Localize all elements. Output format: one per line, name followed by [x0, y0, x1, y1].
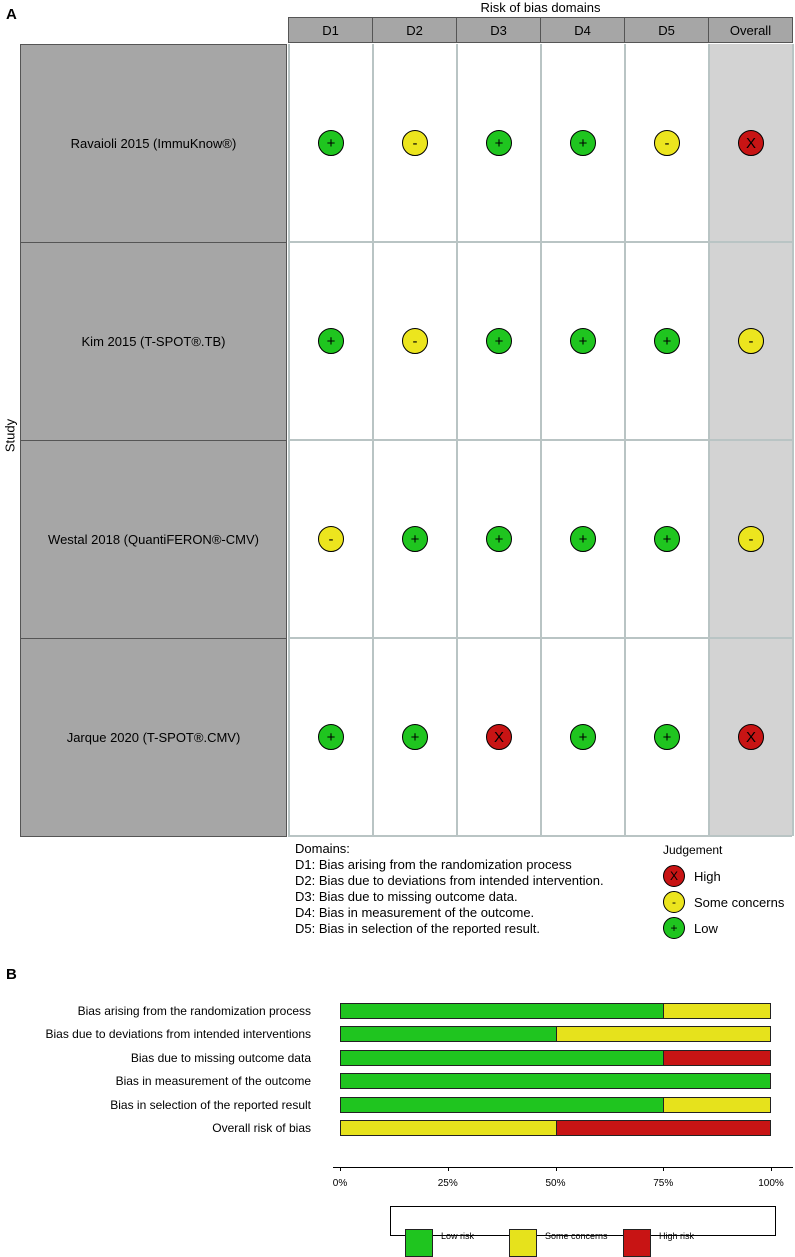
- bar-segment-low-risk: [341, 1004, 663, 1018]
- judgement-low-icon: +: [654, 328, 680, 354]
- legend-some-label: Some concerns: [694, 894, 785, 910]
- high-icon: X: [663, 865, 685, 887]
- judgement-high-icon: X: [738, 130, 764, 156]
- judgement-high-icon: X: [738, 724, 764, 750]
- study-axis-label: Study: [2, 418, 18, 453]
- x-tick-label: 50%: [545, 1178, 566, 1189]
- panel-a-label: A: [6, 6, 17, 23]
- judgement-some-concerns-icon: -: [738, 526, 764, 552]
- x-tick-label: 75%: [653, 1178, 674, 1189]
- judgement-legend-title: Judgement: [663, 843, 723, 857]
- study-label: Westal 2018 (QuantiFERON®-CMV): [20, 440, 287, 639]
- some-concerns-icon: -: [663, 891, 685, 913]
- bar-category-label: Bias in measurement of the outcome: [115, 1074, 311, 1089]
- bar-row: [340, 1026, 771, 1042]
- bar-segment-low-risk: [341, 1074, 770, 1088]
- bar-segment-some-concerns: [556, 1027, 771, 1041]
- study-label: Kim 2015 (T-SPOT®.TB): [20, 242, 287, 441]
- bar-legend-high: [623, 1215, 694, 1257]
- x-tick: [340, 1167, 341, 1171]
- judgement-low-icon: +: [486, 328, 512, 354]
- judgement-low-icon: +: [570, 526, 596, 552]
- bar-row: [340, 1003, 771, 1019]
- x-tick: [771, 1167, 772, 1171]
- judgement-low-icon: +: [570, 724, 596, 750]
- column-header-d1: D1: [288, 17, 373, 43]
- grid-line-vertical: [792, 44, 794, 836]
- column-header-d3: D3: [456, 17, 541, 43]
- domain-desc-d1: D1: Bias arising from the randomization process: [295, 857, 572, 872]
- judgement-low-icon: +: [402, 724, 428, 750]
- column-header-overall: Overall: [708, 17, 793, 43]
- high-risk-swatch: [623, 1229, 651, 1257]
- bar-legend-some: [509, 1215, 608, 1257]
- bar-row: [340, 1097, 771, 1113]
- judgement-low-icon: +: [570, 328, 596, 354]
- judgement-low-icon: +: [654, 724, 680, 750]
- judgement-low-icon: +: [570, 130, 596, 156]
- bar-segment-some-concerns: [341, 1121, 556, 1135]
- bar-segment-low-risk: [341, 1051, 663, 1065]
- judgement-low-icon: +: [654, 526, 680, 552]
- column-header-d2: D2: [372, 17, 457, 43]
- bar-legend-low: [405, 1215, 474, 1257]
- bar-category-label: Bias due to missing outcome data: [130, 1050, 311, 1065]
- legend-high-label: High: [694, 868, 721, 884]
- bar-segment-high-risk: [663, 1051, 770, 1065]
- judgement-some-concerns-icon: -: [402, 130, 428, 156]
- bar-legend: [390, 1206, 776, 1241]
- bar-segment-low-risk: [341, 1098, 663, 1112]
- judgement-low-icon: +: [318, 130, 344, 156]
- bar-segment-low-risk: [341, 1027, 556, 1041]
- bar-row: [340, 1073, 771, 1089]
- column-header-d4: D4: [540, 17, 625, 43]
- domains-key-title: Domains:: [295, 841, 350, 856]
- judgement-some-concerns-icon: -: [654, 130, 680, 156]
- bar-category-label: Bias due to deviations from intended interventions: [45, 1027, 311, 1042]
- bar-row: [340, 1050, 771, 1066]
- bar-legend-some-label: Some concerns: [545, 1231, 608, 1241]
- judgement-low-icon: +: [486, 130, 512, 156]
- bar-segment-some-concerns: [663, 1004, 770, 1018]
- bar-category-label: Bias arising from the randomization process: [77, 1004, 311, 1018]
- legend-some-concerns: [663, 891, 784, 913]
- domain-desc-d5: D5: Bias in selection of the reported result.: [295, 921, 540, 936]
- study-label: Ravaioli 2015 (ImmuKnow®): [20, 44, 287, 243]
- panel-b-label: B: [6, 966, 17, 983]
- x-tick-label: 0%: [332, 1178, 348, 1189]
- x-tick-label: 25%: [437, 1178, 458, 1189]
- legend-low-label: Low: [694, 920, 718, 936]
- bar-segment-some-concerns: [663, 1098, 770, 1112]
- x-tick: [556, 1167, 557, 1171]
- judgement-low-icon: +: [318, 724, 344, 750]
- low-icon: +: [663, 917, 685, 939]
- x-tick: [663, 1167, 664, 1171]
- bar-legend-low-label: Low risk: [441, 1231, 475, 1241]
- low-risk-swatch: [405, 1229, 433, 1257]
- judgement-low-icon: +: [486, 526, 512, 552]
- grid-line-horizontal: [288, 241, 792, 243]
- grid-line-horizontal: [288, 835, 792, 837]
- x-tick-label: 100%: [758, 1178, 784, 1189]
- domain-desc-d2: D2: Bias due to deviations from intended intervention.: [295, 873, 604, 888]
- bar-category-label: Overall risk of bias: [212, 1121, 311, 1135]
- legend-low: [663, 917, 718, 939]
- domain-desc-d3: D3: Bias due to missing outcome data.: [295, 889, 518, 904]
- judgement-some-concerns-icon: -: [738, 328, 764, 354]
- grid-line-horizontal: [288, 439, 792, 441]
- judgement-low-icon: +: [402, 526, 428, 552]
- x-axis-line: [333, 1167, 793, 1168]
- judgement-low-icon: +: [318, 328, 344, 354]
- bar-row: [340, 1120, 771, 1136]
- bar-legend-high-label: High risk: [659, 1231, 695, 1241]
- bar-segment-high-risk: [556, 1121, 771, 1135]
- study-label: Jarque 2020 (T-SPOT®.CMV): [20, 638, 287, 837]
- grid-line-horizontal: [288, 637, 792, 639]
- column-header-d5: D5: [624, 17, 709, 43]
- domains-key: [295, 841, 604, 937]
- bar-category-label: Bias in selection of the reported result: [110, 1097, 311, 1112]
- domains-axis-title: Risk of bias domains: [480, 0, 601, 15]
- some-concerns-swatch: [509, 1229, 537, 1257]
- domain-desc-d4: D4: Bias in measurement of the outcome.: [295, 905, 535, 920]
- judgement-high-icon: X: [486, 724, 512, 750]
- judgement-some-concerns-icon: -: [402, 328, 428, 354]
- x-tick: [448, 1167, 449, 1171]
- judgement-some-concerns-icon: -: [318, 526, 344, 552]
- legend-high: [663, 865, 721, 887]
